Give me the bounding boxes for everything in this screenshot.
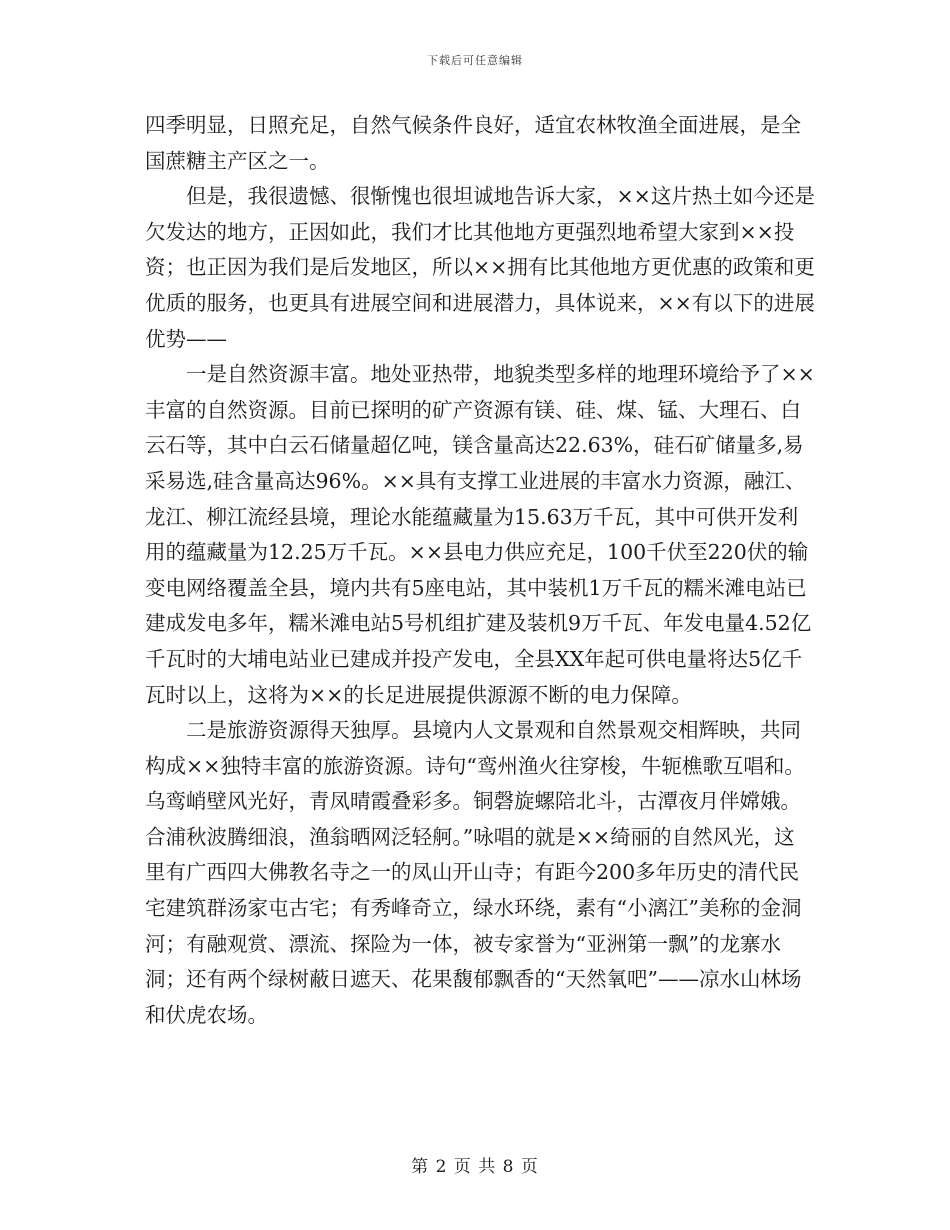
- paragraph-continuation: 四季明显，日照充足，自然气候条件良好，适宜农林牧渔全面进展，是全国蔗糖主产区之一。: [145, 113, 801, 173]
- page-header: 下载后可任意编辑: [427, 54, 523, 67]
- paragraph-development-advantages: 但是，我很遗憾、很惭愧也很坦诚地告诉大家，××这片热土如今还是欠发达的地方，正因如此，我们才比其他地方更强烈地希望大家到××投资；也正因为我们是后发地区，所以××拥有比其他地方更优惠的政策和更优质的服务，也更具有进展空间和进展潜力，具体说来，××有以下的进展优势——: [145, 184, 815, 351]
- page-number: 第 2 页 共 8 页: [411, 1157, 539, 1177]
- document-body: [145, 108, 815, 1033]
- paragraph-tourism-resources: 二是旅游资源得天独厚。县境内人文景观和自然景观交相辉映，共同构成××独特丰富的旅游资源。诗句“鸾州渔火往穿梭，牛轭樵歌互唱和。乌鸾峭壁风光好，青凤晴霞叠彩多。铜磬旋螺陪北斗，古潭夜月伴嫦娥。合浦秋波腾细浪，渔翁晒网泛轻舸。”咏唱的就是××绮丽的自然风光，这里有广西四大佛教名寺之一的凤山开山寺；有距今200多年历史的清代民宅建筑群汤家屯古宅；有秀峰奇立，绿水环绕，素有“小漓江”美称的金洞河；有融观赏、漂流、探险为一体，被专家誉为“亚洲第一飘”的龙寨水洞；还有两个绿树蔽日遮天、花果馥郁飘香的“天然氧吧”——凉水山林场和伏虎农场。: [145, 718, 805, 1027]
- paragraph-natural-resources: 一是自然资源丰富。地处亚热带，地貌类型多样的地理环境给予了××丰富的自然资源。目前已探明的矿产资源有镁、硅、煤、锰、大理石、白云石等，其中白云石储量超亿吨，镁含量高达22.63%，硅石矿储量多,易采易选,硅含量高达96%。××具有支撑工业进展的丰富水力资源，融江、龙江、柳江流经县境，理论水能蕴藏量为15.63万千瓦，其中可供开发利用的蕴藏量为12.25万千瓦。××县电力供应充足，100千伏至220伏的输变电网络覆盖全县，境内共有5座电站，其中装机1万千瓦的糯米滩电站已建成发电多年，糯米滩电站5号机组扩建及装机9万千瓦、年发电量4.52亿千瓦时的大埔电站业已建成并投产发电，全县XX年起可供电量将达5亿千瓦时以上，这将为××的长足进展提供源源不断的电力保障。: [145, 362, 815, 707]
